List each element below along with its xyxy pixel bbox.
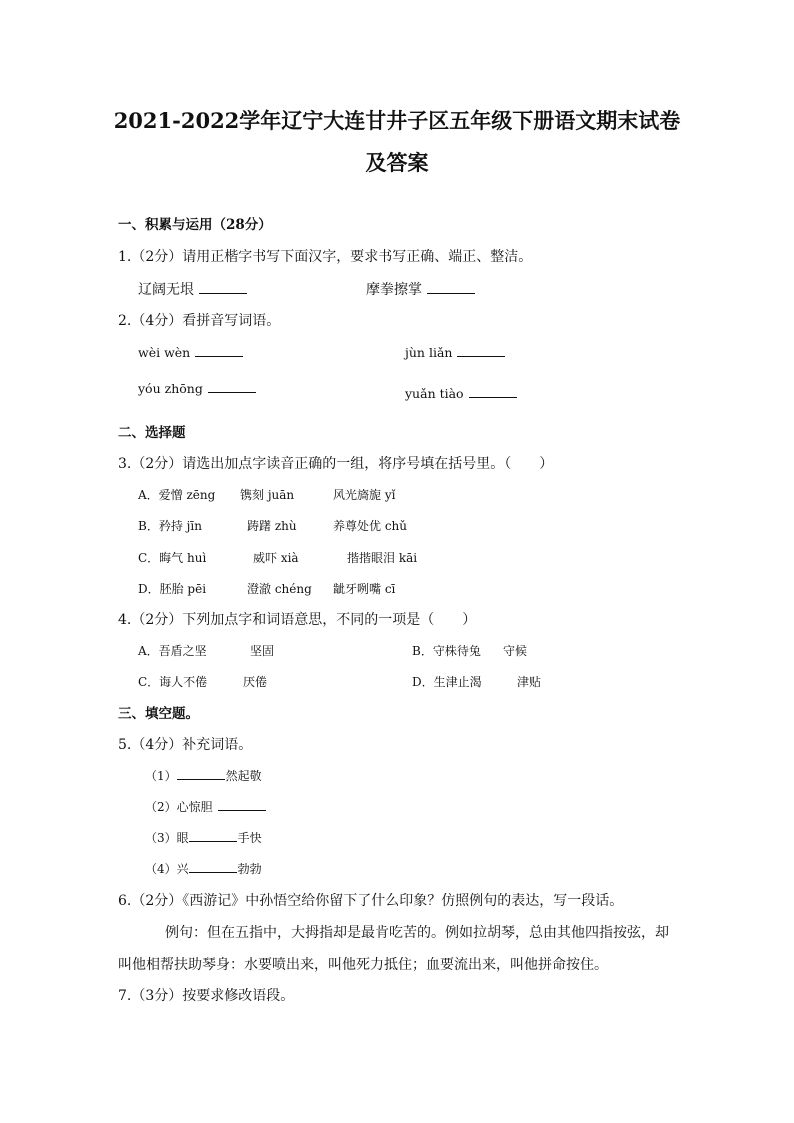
q3-option-d: D．胚胎 pēi [138,582,207,596]
answer-blank[interactable] [469,385,517,398]
q3-option-c-word2: 威吓 xià [253,551,299,565]
q1-item2-text: 摩拳擦掌 [366,282,422,298]
q3-option-b: B．矜持 jīn [138,519,202,533]
q5-item2 [145,798,266,816]
q4-option-c: C．诲人不倦 [138,675,208,689]
pinyin-text: yóu zhōng [138,381,203,396]
question-stem: 7.（3分）按要求修改语段。 [118,988,295,1004]
q4-option-b: B．守株待兔 [412,644,481,658]
pinyin-text: yuǎn tiào [405,386,464,401]
document-title: 2021-2022学年辽宁大连甘井子区五年级下册语文期末试卷 [113,108,681,133]
answer-blank[interactable] [189,860,237,873]
q2-pinyin3 [138,380,256,398]
pinyin-text: wèi wèn [138,345,191,360]
q4-option-d: D．生津止渴 [412,675,482,689]
item-text: 勃勃 [237,862,262,876]
q5-item1 [145,767,262,785]
q5-item4 [145,860,262,878]
example-line2: 叫他相帮扶助琴身：水要喷出来，叫他死力抵住；血要流出来，叫他拼命按住。 [118,957,608,973]
q3-option-c: C．晦气 huì [138,551,207,565]
answer-blank[interactable] [427,281,475,294]
pinyin-text: jùn liǎn [405,345,453,360]
q3-option-d-word2: 澄澈 chéng [247,582,312,596]
question-stem: 4.（2分）下列加点字和词语意思，不同的一项是（ ） [118,612,477,628]
q1-item1 [138,281,247,299]
answer-blank[interactable] [457,344,505,357]
section-heading: 一、积累与运用（28分） [118,217,272,233]
answer-blank[interactable] [218,798,266,811]
question-stem: 2.（4分）看拼音写词语。 [118,313,281,329]
answer-blank[interactable] [189,829,237,842]
q4-option-c-word: 厌倦 [243,675,268,689]
item-text: （2）心惊胆 [145,800,213,814]
item-text: 手快 [237,831,262,845]
document-title-line2: 及答案 [365,150,429,175]
q3-option-b-word2: 踌躇 zhù [247,519,297,533]
section-heading: 三、填空题。 [118,706,199,722]
section-heading: 二、选择题 [118,425,186,441]
q4-option-d-word: 津贴 [517,675,542,689]
q1-item2 [366,281,475,299]
answer-blank[interactable] [195,344,243,357]
answer-blank[interactable] [177,767,225,780]
item-text: （4）兴 [145,862,189,876]
q3-option-b-word3: 养尊处优 chǔ [333,519,407,533]
q4-option-a-word: 坚固 [250,644,275,658]
q3-option-d-word3: 龇牙咧嘴 cī [333,582,396,596]
q3-option-a: A．爱憎 zēng [138,488,216,502]
question-stem: 6.（2分）《西游记》中孙悟空给你留下了什么印象？仿照例句的表达，写一段话。 [118,893,624,909]
q1-item1-text: 辽阔无垠 [138,282,194,298]
question-stem: 1.（2分）请用正楷字书写下面汉字，要求书写正确、端正、整洁。 [118,249,533,265]
q2-pinyin4 [405,385,517,403]
q3-option-a-word3: 风光旖旎 yǐ [333,488,396,502]
q4-option-a: A．吾盾之坚 [138,644,207,658]
answer-blank[interactable] [199,281,247,294]
question-stem: 5.（4分）补充词语。 [118,737,253,753]
question-stem: 3.（2分）请选出加点字读音正确的一组，将序号填在括号里。（ ） [118,456,554,472]
q2-pinyin2 [405,344,505,362]
item-number: （1） [145,769,177,783]
q2-pinyin1 [138,344,243,362]
item-text: 然起敬 [225,769,262,783]
q3-option-a-word2: 镌刻 juān [240,488,295,502]
q4-option-b-word: 守候 [503,644,528,658]
q3-option-c-word3: 揩揩眼泪 kāi [347,551,418,565]
q5-item3 [145,829,262,847]
item-text: （3）眼 [145,831,189,845]
answer-blank[interactable] [208,380,256,393]
example-line1: 例句：但在五指中，大拇指却是最肯吃苦的。例如拉胡琴，总由其他四指按弦，却 [165,925,669,941]
